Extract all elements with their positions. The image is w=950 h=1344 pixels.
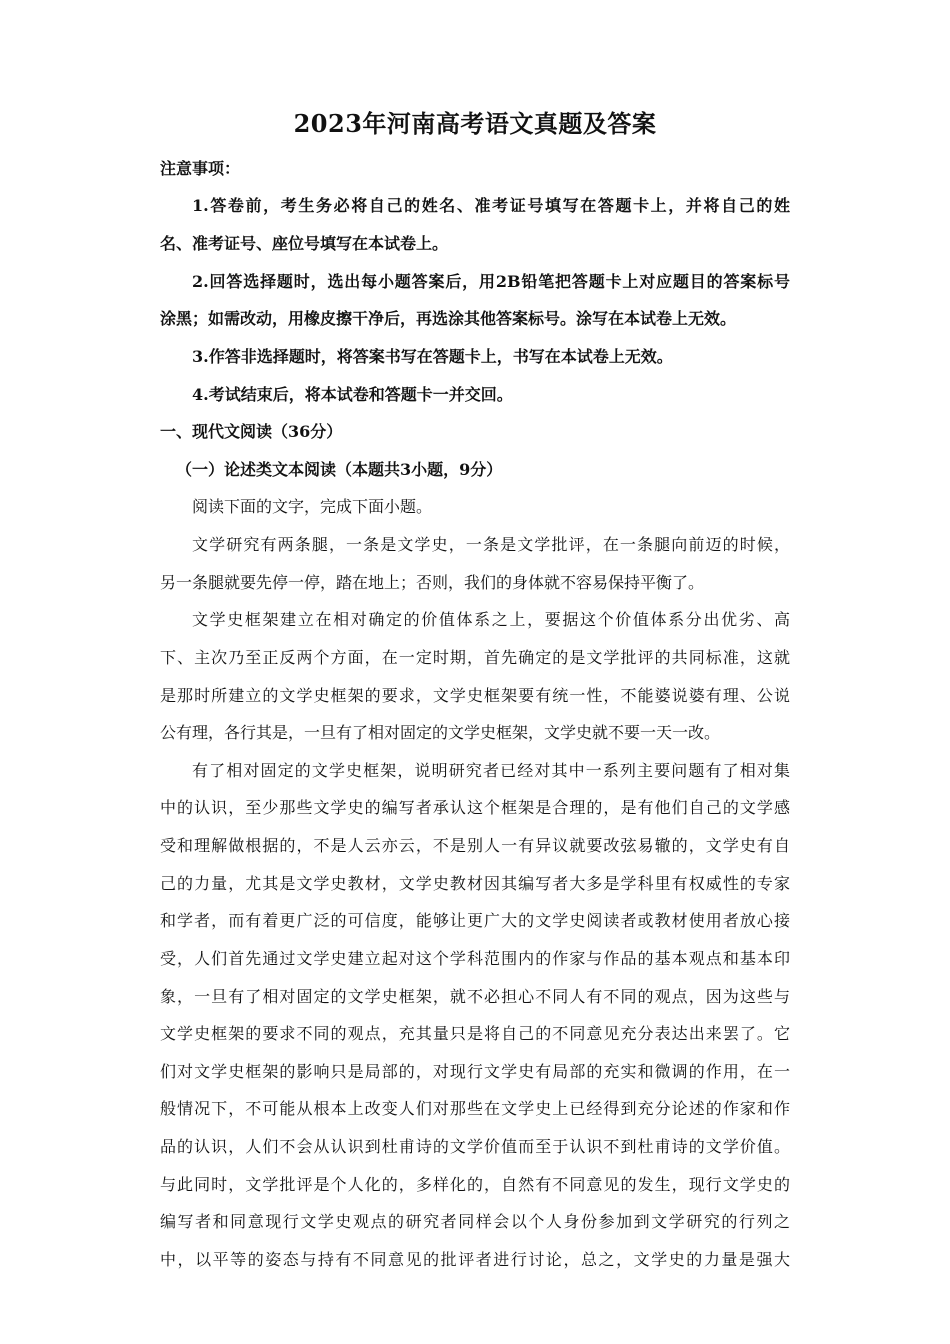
- para-3-line-5: 和学者，而有着更广泛的可信度，能够让更广大的文学史阅读者或教材使用者放心接: [160, 911, 790, 930]
- para-3-line-4: 己的力量，尤其是文学史教材，文学史教材因其编写者大多是学科里有权威性的专家: [160, 874, 790, 893]
- para-2-line-4: 公有理，各行其是，一旦有了相对固定的文学史框架，文学史就不要一天一改。: [160, 723, 721, 742]
- notice-4: 4.考试结束后，将本试卷和答题卡一并交回。: [192, 385, 513, 404]
- reading-instruction: 阅读下面的文字，完成下面小题。: [192, 497, 433, 516]
- para-1-line-1: 文学研究有两条腿，一条是文学史，一条是文学批评，在一条腿向前迈的时候，: [192, 535, 790, 554]
- notice-1-line-2: 名、准考证号、座位号填写在本试卷上。: [160, 234, 449, 253]
- para-3-line-6: 受，人们首先通过文学史建立起对这个学科范围内的作家与作品的基本观点和基本印: [160, 949, 790, 968]
- notice-3: 3.作答非选择题时，将答案书写在答题卡上，书写在本试卷上无效。: [192, 347, 673, 366]
- para-3-line-7: 象，一旦有了相对固定的文学史框架，就不必担心不同人有不同的观点，因为这些与: [160, 987, 790, 1006]
- para-3-line-10: 般情况下，不可能从根本上改变人们对那些在文学史上已经得到充分论述的作家和作: [160, 1099, 790, 1118]
- para-3-line-1: 有了相对固定的文学史框架，说明研究者已经对其中一系列主要问题有了相对集: [192, 761, 790, 780]
- para-3-line-11: 品的认识，人们不会从认识到杜甫诗的文学价值而至于认识不到杜甫诗的文学价值。: [160, 1137, 790, 1156]
- para-3-line-8: 文学史框架的要求不同的观点，充其量只是将自己的不同意见充分表达出来罢了。它: [160, 1024, 790, 1043]
- para-3-line-2: 中的认识，至少那些文学史的编写者承认这个框架是合理的，是有他们自己的文学感: [160, 798, 790, 817]
- para-3-line-14: 中，以平等的姿态与持有不同意见的批评者进行讨论，总之，文学史的力量是强大: [160, 1250, 790, 1269]
- para-3-line-3: 受和理解做根据的，不是人云亦云，不是别人一有异议就要改弦易辙的，文学史有自: [160, 836, 790, 855]
- para-2-line-3: 是那时所建立的文学史框架的要求，文学史框架要有统一性，不能婆说婆有理、公说: [160, 686, 790, 705]
- para-2-line-1: 文学史框架建立在相对确定的价值体系之上，要据这个价值体系分出优劣、高: [192, 610, 790, 629]
- para-3-line-13: 编写者和同意现行文学史观点的研究者同样会以个人身份参加到文学研究的行列之: [160, 1212, 790, 1231]
- section-heading: 一、现代文阅读（36分）: [160, 422, 343, 441]
- notice-heading: 注意事项：: [160, 159, 241, 178]
- para-2-line-2: 下、主次乃至正反两个方面，在一定时期，首先确定的是文学批评的共同标准，这就: [160, 648, 790, 667]
- para-1-line-2: 另一条腿就要先停一停，踏在地上；否则，我们的身体就不容易保持平衡了。: [160, 573, 705, 592]
- notice-1-line-1: 1.答卷前，考生务必将自己的姓名、准考证号填写在答题卡上，并将自己的姓: [192, 196, 790, 215]
- subsection-heading: （一）论述类文本阅读（本题共3小题，9分）: [176, 460, 503, 479]
- notice-2-line-2: 涂黑；如需改动，用橡皮擦干净后，再选涂其他答案标号。涂写在本试卷上无效。: [160, 309, 737, 328]
- para-3-line-12: 与此同时，文学批评是个人化的，多样化的，自然有不同意见的发生，现行文学史的: [160, 1175, 790, 1194]
- notice-2-line-1: 2.回答选择题时，选出每小题答案后，用2B铅笔把答题卡上对应题目的答案标号: [192, 272, 790, 291]
- page-title: 2023年河南高考语文真题及答案: [293, 109, 657, 138]
- para-3-line-9: 们对文学史框架的影响只是局部的，对现行文学史有局部的充实和微调的作用，在一: [160, 1062, 790, 1081]
